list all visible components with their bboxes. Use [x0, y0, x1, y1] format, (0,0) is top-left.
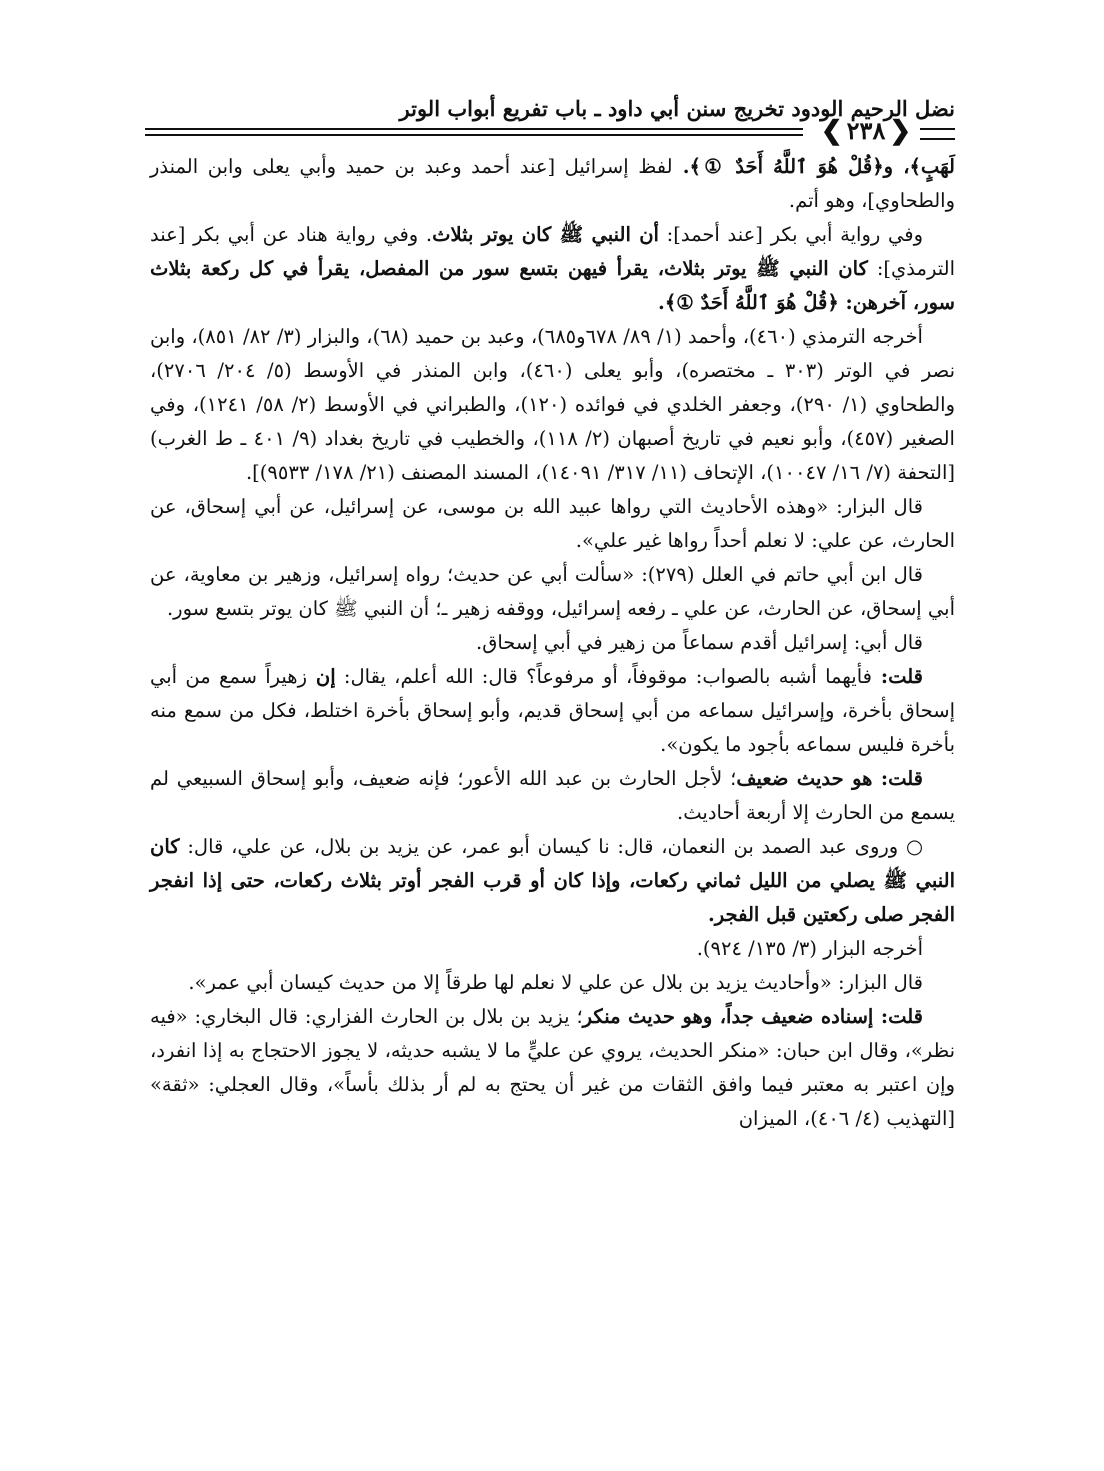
paragraph: [150, 558, 955, 626]
bold-text-segment: قلت: إسناده ضعيف جداً، وهو حديث منكر: [582, 1005, 924, 1028]
bold-text-segment: إن: [307, 665, 336, 688]
bold-text-segment: كان النبي ﷺ يوتر بثلاث، يقرأ فيهن بتسع سور من المفصل، يقرأ في كل ركعة بثلاث سور، آخرهن: ﴿قُلْ هُوَ ٱللَّهُ أَحَدٌ ①﴾.: [150, 257, 955, 314]
text-segment: قال أبي: إسرائيل أقدم سماعاً من زهير في أبي إسحاق.: [476, 631, 923, 654]
text-segment: فأيهما أشبه بالصواب: موقوفاً، أو مرفوعاً؟ قال: الله أعلم، يقال:: [335, 665, 872, 688]
paragraph: [150, 932, 955, 966]
header-rule-line: [145, 134, 803, 136]
text-segment: ؛ يزيد بن بلال بن الحارث الفزاري: قال البخاري: «فيه نظر»، وقال ابن حبان: «منكر الحديث، يروي عن عليٍّ ما لا يشبه حديثه، لا يجوز الاحتجاج به إذا انفرد، وإن اعتبر به معتبر فيما وافق الثقات من غير أن يحتج به لم أر بذلك بأساً»، وقال العجلي: «ثقة» [التهذيب (٤/ ٤٠٦)، الميزان: [150, 1005, 955, 1130]
text-segment: أخرجه الترمذي (٤٦٠)، وأحمد (١/ ٨٩/ ٦٧٨و٦٨٥)، وعبد بن حميد (٦٨)، والبزار (٣/ ٨٢/ ٨٥١)، وابن نصر في الوتر (٣٠٣ ـ مختصره)، وأبو يعلى (٤٦٠)، وابن المنذر في الأوسط (٥/ ٢٠٤/ ٢٧٠٦)، والطحاوي (١/ ٢٩٠)، وجعفر الخلدي في فوائده (١٢٠)، والطبراني في الأوسط (٢/ ٥٨/ ١٢٤١)، وفي الصغير (٤٥٧)، وأبو نعيم في تاريخ أصبهان (٢/ ١١٨)، والخطيب في تاريخ بغداد (٩/ ٤٠١ ـ ط الغرب) [التحفة (٧/ ١٦/ ١٠٠٤٧)، الإتحاف (١١/ ٣١٧/ ١٤٠٩١)، المسند المصنف (٢١/ ١٧٨/ ٩٥٣٣)].: [150, 325, 955, 484]
text-segment: قال ابن أبي حاتم في العلل (٢٧٩): «سألت أبي عن حديث؛ رواه إسرائيل، وزهير بن معاوية، عن أبي إسحاق، عن الحارث، عن علي ـ رفعه إسرائيل، ووقفه زهير ـ؛ أن النبي ﷺ كان يوتر بتسع سور.: [150, 563, 955, 620]
text-segment: أخرجه البزار (٣/ ١٣٥/ ٩٢٤).: [696, 937, 923, 960]
running-title: نضل الرحيم الودود تخريج سنن أبي داود ـ باب تفريع أبواب الوتر: [399, 96, 955, 121]
bold-text-segment: لَهَبٍ﴾، و﴿قُلْ هُوَ ٱللَّهُ أَحَدٌ ①﴾.: [672, 155, 955, 178]
text-segment: قال البزار: «وأحاديث يزيد بن بلال عن علي لا نعلم لها طرقاً إلا من حديث كيسان أبي عمر».: [188, 971, 923, 994]
bold-text-segment: قلت:: [872, 665, 924, 688]
text-segment: . وفي رواية هناد عن أبي بكر [عند الترمذي]:: [150, 223, 955, 280]
text-segment: لفظ إسرائيل [عند أحمد وعبد بن حميد وأبي يعلى وابن المنذر والطحاوي]، وهو أتم.: [150, 155, 955, 212]
paragraph: [150, 490, 955, 558]
page-number: ٢٣٨: [846, 116, 886, 145]
bold-text-segment: أن النبي ﷺ كان يوتر بثلاث: [432, 223, 659, 246]
paragraph: [150, 1000, 955, 1136]
paragraph: [150, 218, 955, 320]
text-segment: قال البزار: «وهذه الأحاديث التي رواها عبيد الله بن موسى، عن إسرائيل، عن أبي إسحاق، عن الحارث، عن علي: لا نعلم أحداً رواها غير علي».: [150, 495, 955, 552]
bold-text-segment: كان النبي ﷺ يصلي من الليل ثماني ركعات، وإذا كان أو قرب الفجر أوتر بثلاث ركعات، حتى إذا انفجر الفجر صلى ركعتين قبل الفجر.: [150, 835, 955, 926]
paragraph: [150, 320, 955, 490]
paragraph: [150, 762, 955, 830]
text-segment: زهيراً سمع من أبي إسحاق بأخرة، وإسرائيل سماعه من أبي إسحاق قديم، وأبو إسحاق بأخرة اختلط، فكل من سمع منه بأخرة فليس سماعه بأجود ما يكون».: [150, 665, 955, 756]
page-number-ornament: [812, 114, 920, 148]
header-rule-right: [920, 128, 955, 140]
bold-text-segment: قلت: هو حديث ضعيف: [736, 767, 924, 790]
ornament-left-icon: ❮: [820, 116, 843, 146]
ornament-right-icon: ❯: [889, 116, 912, 146]
paragraph: [150, 660, 955, 762]
header-rule-line: [145, 128, 803, 130]
text-segment: ؛ لأجل الحارث بن عبد الله الأعور؛ فإنه ضعيف، وأبو إسحاق السبيعي لم يسمع من الحارث إلا أربعة أحاديث.: [150, 767, 955, 824]
paragraph: [150, 966, 955, 1000]
text-segment: ○ وروى عبد الصمد بن النعمان، قال: نا كيسان أبو عمر، عن يزيد بن بلال، عن علي، قال:: [179, 835, 923, 858]
paragraph: [150, 626, 955, 660]
paragraph: [150, 150, 955, 218]
body-text: [150, 150, 955, 1380]
text-segment: وفي رواية أبي بكر [عند أحمد]:: [658, 223, 924, 246]
paragraph: [150, 830, 955, 932]
